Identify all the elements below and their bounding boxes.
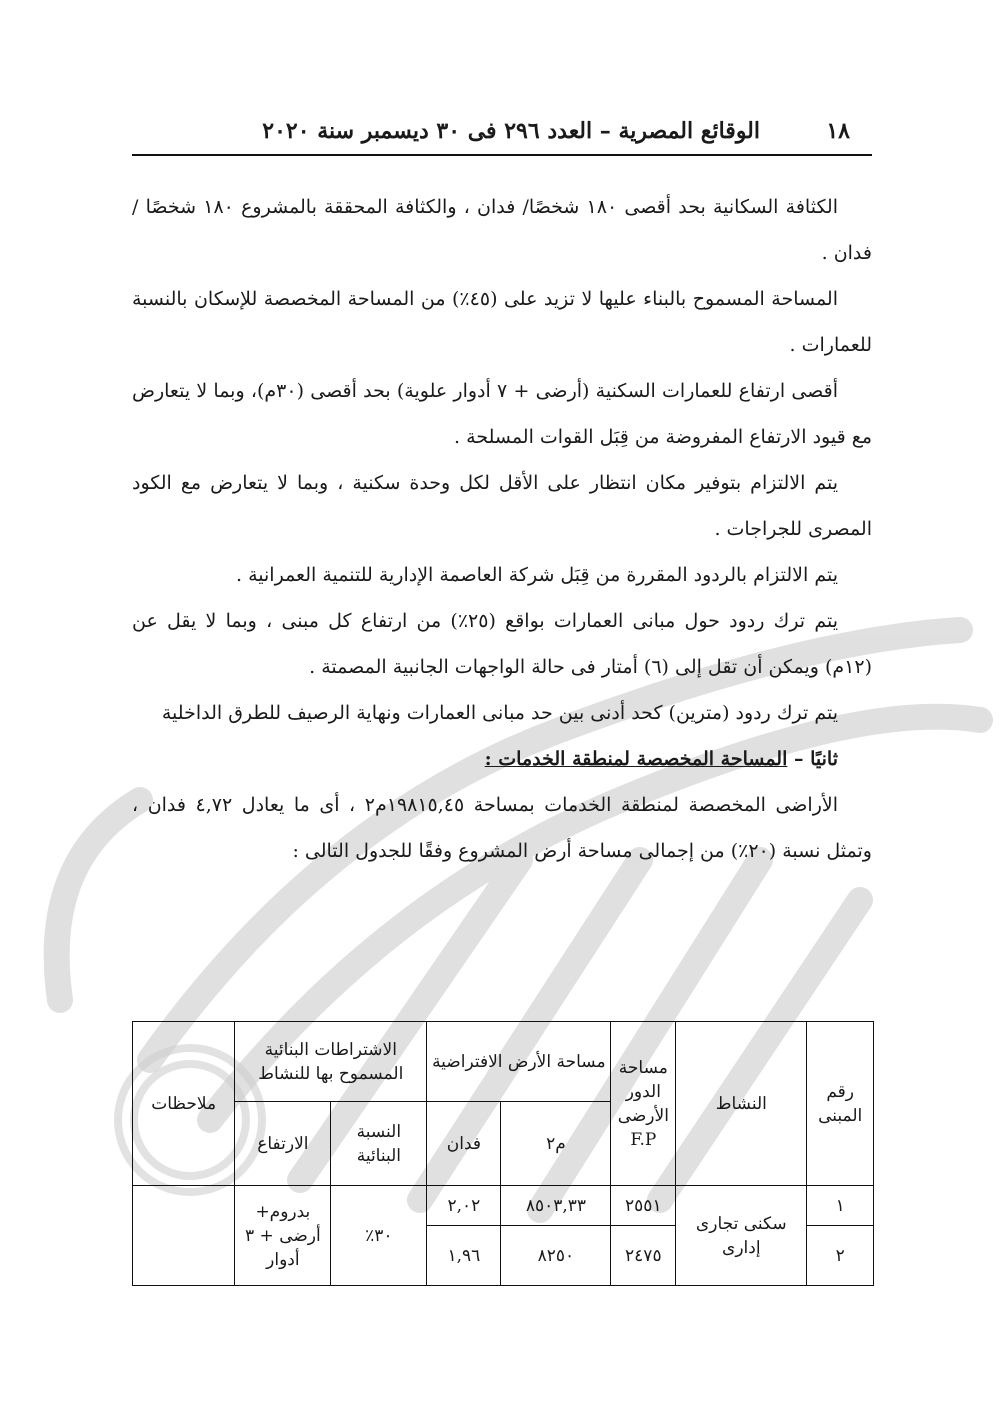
page-header (132, 114, 872, 156)
cell-ground-floor: ٢٥٥١ (611, 1186, 676, 1226)
header-activity: النشاط (676, 1022, 807, 1186)
cell-height: بدروم+ أرضى + ٣ أدوار (235, 1186, 331, 1286)
page-number: ١٨ (826, 118, 850, 144)
section-heading (132, 736, 872, 782)
paragraph-setbacks: يتم الالتزام بالردود المقررة من قِبَل شركة العاصمة الإدارية للتنمية العمرانية . (236, 564, 838, 586)
paragraph-density: الكثافة السكانية بحد أقصى ١٨٠ شخصًا/ فدان ، والكثافة المحققة بالمشروع ١٨٠ شخصًا / فدان . (132, 196, 872, 264)
paragraph-built-area: المساحة المسموح بالبناء عليها لا تزيد على (٤٥٪) من المساحة المخصصة للإسكان بالنسبة للعمارات . (132, 288, 872, 356)
paragraph-building-setbacks: يتم ترك ردود حول مبانى العمارات بواقع (٢٥٪) من ارتفاع كل مبنى ، وبما لا يقل عن (١٢م) ويمكن أن تقل إلى (٦) أمتار فى حالة الواجهات الجانبية المصمتة . (132, 610, 872, 678)
section-heading-text: المساحة المخصصة لمنطقة الخدمات : (484, 748, 788, 770)
cell-ground-floor: ٢٤٧٥ (611, 1226, 676, 1286)
header-building-no: رقم المبنى (807, 1022, 874, 1186)
header-conditions: الاشتراطات البنائية المسموح بها للنشاط (235, 1022, 427, 1102)
paragraph-sidewalk-setback: يتم ترك ردود (مترين) كحد أدنى بين حد مبانى العمارات ونهاية الرصيف للطرق الداخلية (161, 702, 838, 724)
header-land-area: مساحة الأرض الافتراضية (427, 1022, 611, 1102)
header-height: الارتفاع (235, 1102, 331, 1186)
paragraph-parking: يتم الالتزام بتوفير مكان انتظار على الأقل لكل وحدة سكنية ، وبما لا يتعارض مع الكود المصرى للجراجات . (132, 472, 872, 540)
header-ground-floor: مساحة الدور الأرضى F.P (611, 1022, 676, 1186)
cell-m2: ٨٥٠٣,٣٣ (501, 1186, 611, 1226)
services-table (132, 1021, 874, 1286)
cell-building-no: ١ (807, 1186, 874, 1226)
table-row (133, 1186, 874, 1226)
cell-feddan: ١,٩٦ (427, 1226, 501, 1286)
table-header-row (133, 1022, 874, 1102)
document-body (132, 184, 872, 874)
cell-m2: ٨٢٥٠ (501, 1226, 611, 1286)
header-m2: م٢ (501, 1102, 611, 1186)
cell-activity: سكنى تجارى إدارى (676, 1186, 807, 1286)
header-building-ratio: النسبة البنائية (331, 1102, 427, 1186)
header-notes: ملاحظات (133, 1022, 235, 1186)
cell-notes (133, 1186, 235, 1286)
cell-feddan: ٢,٠٢ (427, 1186, 501, 1226)
header-feddan: فدان (427, 1102, 501, 1186)
section-heading-prefix: ثانيًا (810, 748, 838, 770)
paragraph-max-height: أقصى ارتفاع للعمارات السكنية (أرضى + ٧ أدوار علوية) بحد أقصى (٣٠م)، وبما لا يتعارض مع قيود الارتفاع المفروضة من قِبَل القوات المسلحة . (132, 380, 872, 448)
publication-title: الوقائع المصرية – العدد ٢٩٦ فى ٣٠ ديسمبر سنة ٢٠٢٠ (262, 118, 760, 144)
cell-building-no: ٢ (807, 1226, 874, 1286)
cell-building-ratio: ٣٠٪ (331, 1186, 427, 1286)
paragraph-services-area: الأراضى المخصصة لمنطقة الخدمات بمساحة ١٩٨١٥,٤٥م٢ ، أى ما يعادل ٤,٧٢ فدان ، وتمثل نسبة (٢٠٪) من إجمالى مساحة أرض المشروع وفقًا للجدول التالى : (132, 794, 872, 862)
section-heading-dash: – (787, 748, 811, 770)
